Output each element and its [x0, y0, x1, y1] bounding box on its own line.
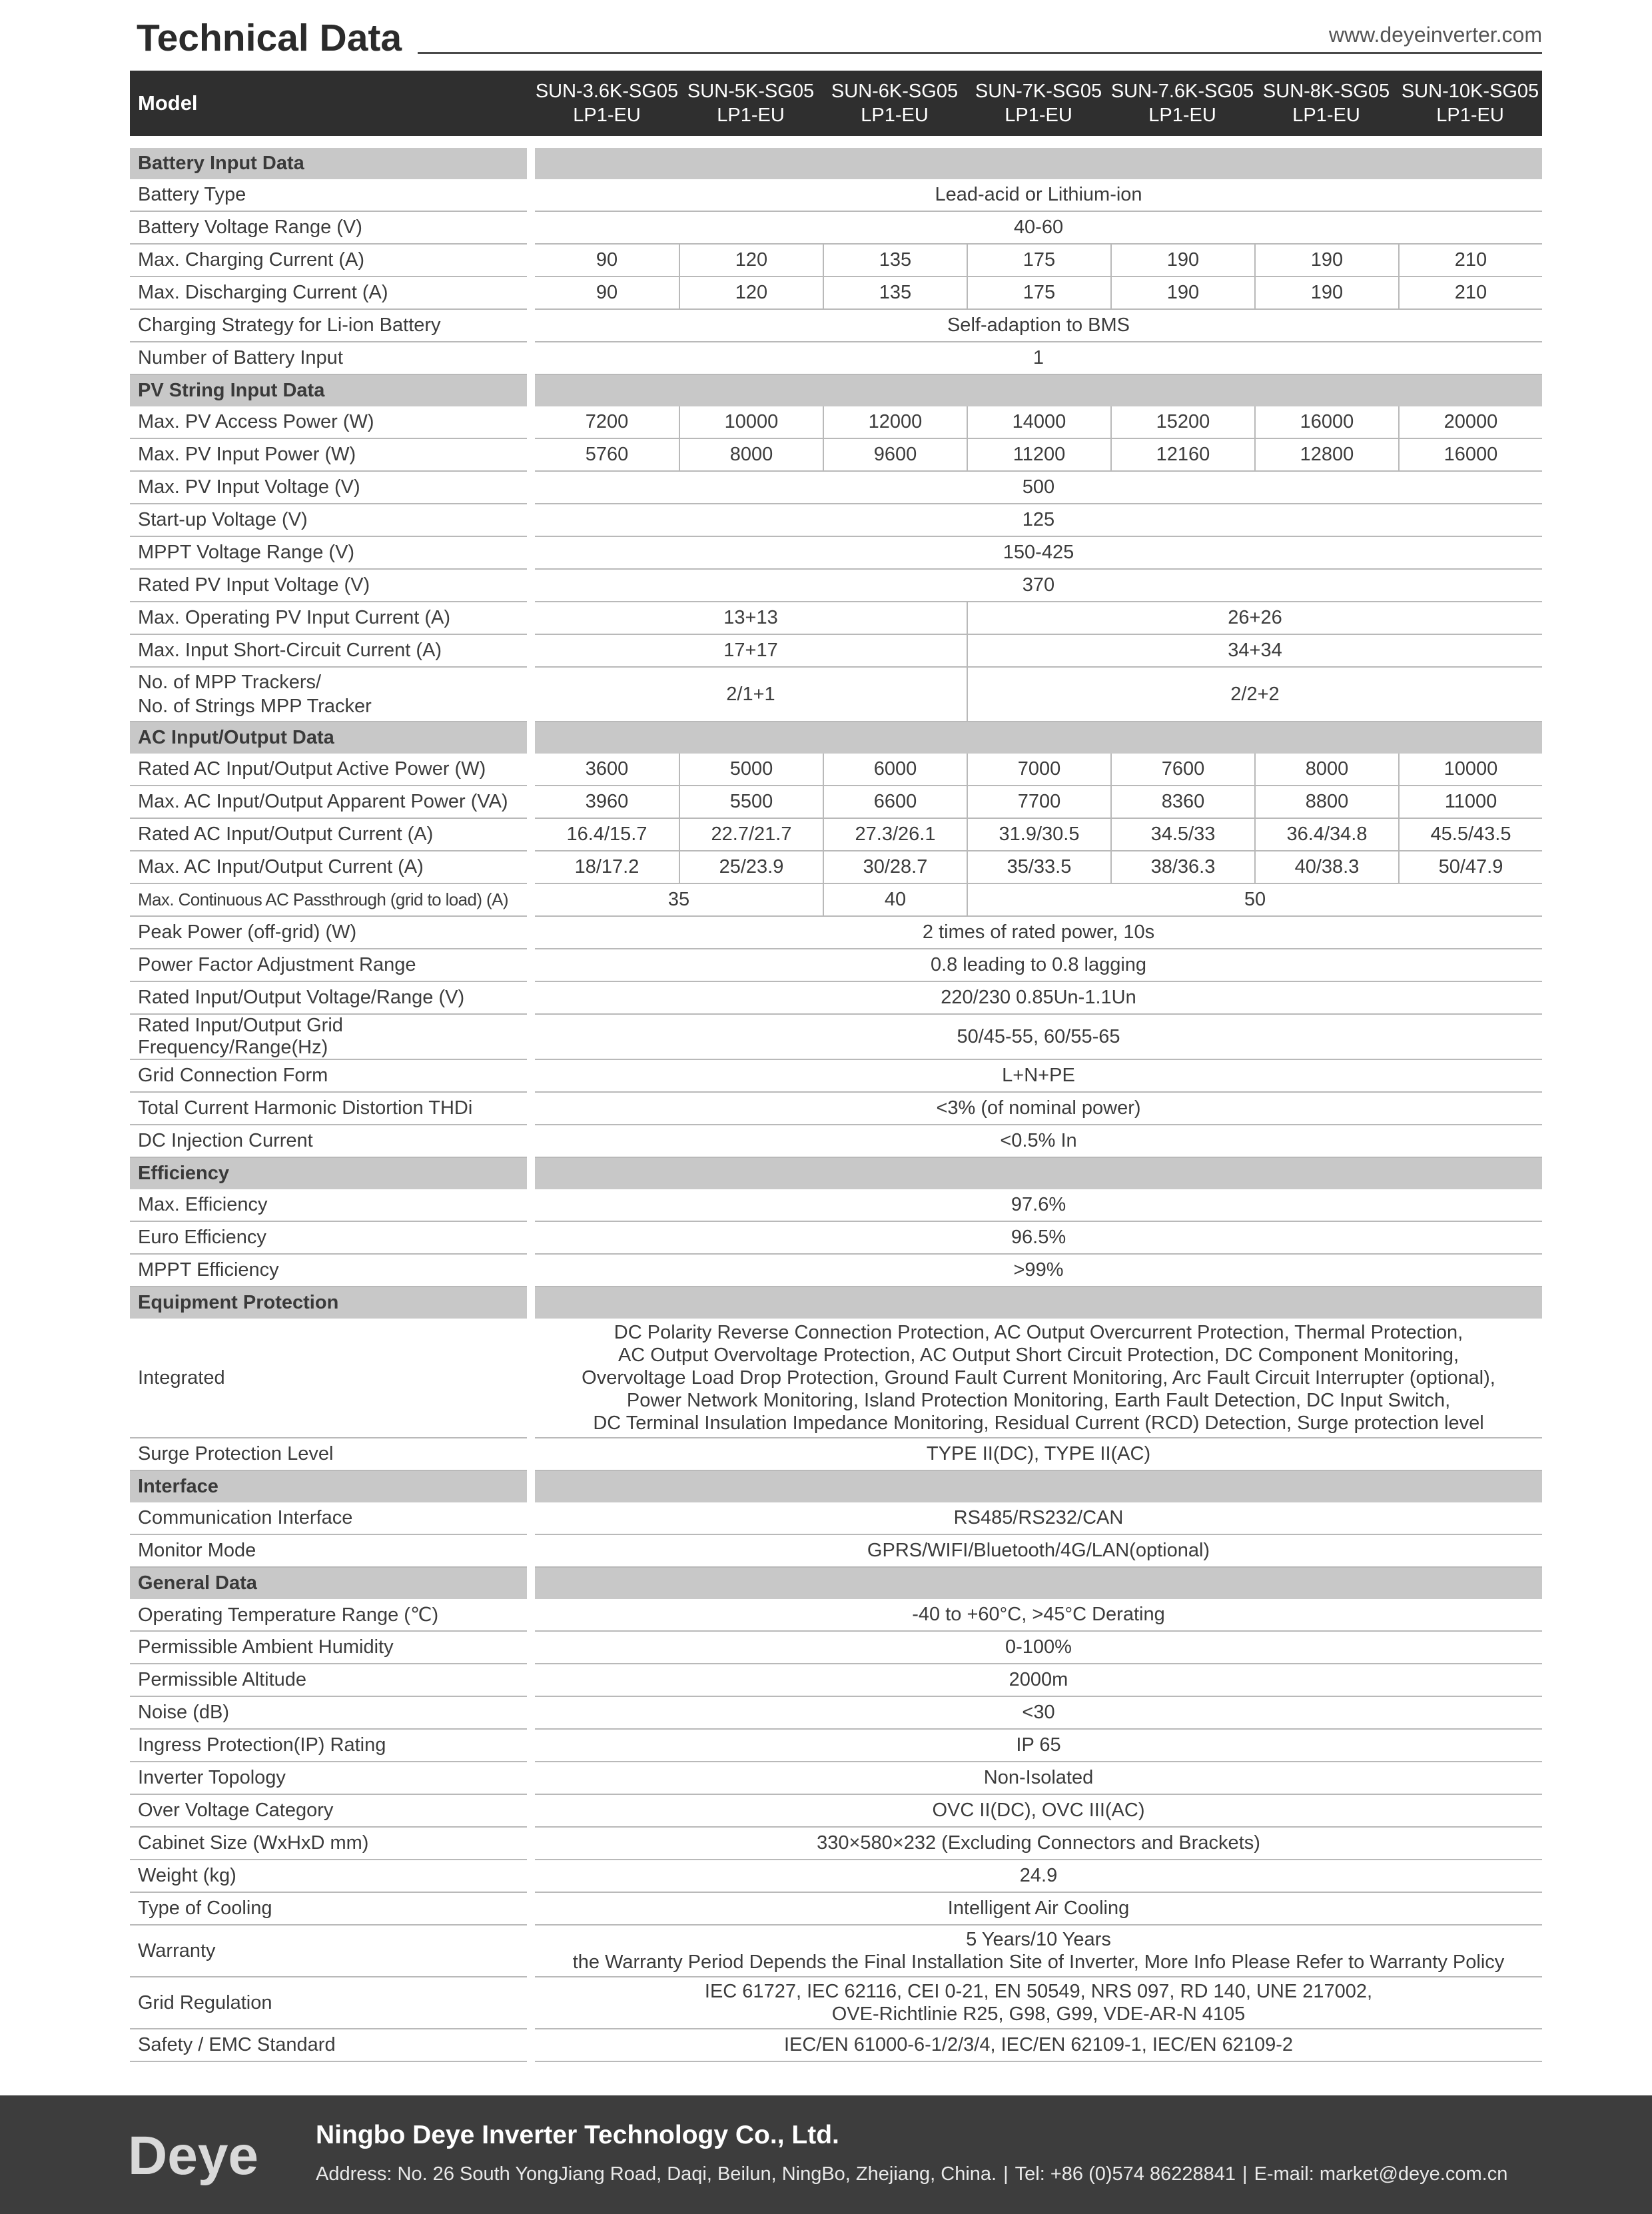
spec-row: [130, 277, 1542, 310]
spec-value: IEC/EN 61000-6-1/2/3/4, IEC/EN 62109-1, IEC/EN 62109-2: [535, 2029, 1542, 2062]
spec-row: [130, 1893, 1542, 1926]
spec-label: Max. Efficiency: [130, 1189, 527, 1222]
spec-value: 8360: [1110, 786, 1254, 819]
spec-value: 11200: [967, 439, 1110, 472]
spec-label: MPPT Voltage Range (V): [130, 537, 527, 570]
spec-label: MPPT Efficiency: [130, 1255, 527, 1287]
spec-value: 210: [1398, 245, 1542, 277]
spec-row: [130, 786, 1542, 819]
spec-value: -40 to +60°C, >45°C Derating: [535, 1599, 1542, 1632]
page-title: Technical Data: [137, 17, 402, 59]
spec-value: <3% (of nominal power): [535, 1093, 1542, 1125]
section-header-general-data: [130, 1568, 1542, 1599]
spec-value: 12000: [823, 406, 967, 439]
spec-row: [130, 1015, 1542, 1060]
spec-label: Over Voltage Category: [130, 1795, 527, 1828]
spec-value: 0-100%: [535, 1632, 1542, 1664]
spec-row: [130, 884, 1542, 917]
spec-value: RS485/RS232/CAN: [535, 1502, 1542, 1535]
spec-value: 7000: [967, 754, 1110, 786]
spec-value: 120: [679, 245, 823, 277]
spec-value: 38/36.3: [1110, 851, 1254, 884]
spec-value: 13+13: [535, 602, 967, 635]
spec-value: <0.5% In: [535, 1125, 1542, 1158]
section-header-pv-string-input-data: [130, 375, 1542, 406]
spec-value: 50: [967, 884, 1542, 917]
spec-row: [130, 1828, 1542, 1860]
spec-value: 175: [967, 277, 1110, 310]
spec-label: Rated PV Input Voltage (V): [130, 570, 527, 602]
header-rule: [418, 52, 1542, 54]
spec-row: [130, 245, 1542, 277]
spec-label: Max. Discharging Current (A): [130, 277, 527, 310]
spec-value: 96.5%: [535, 1222, 1542, 1255]
spec-value: 50/47.9: [1398, 851, 1542, 884]
spec-label: Grid Connection Form: [130, 1060, 527, 1093]
spec-value: 40: [823, 884, 967, 917]
spec-value: 16000: [1398, 439, 1542, 472]
spec-row: [130, 1599, 1542, 1632]
spec-value: IP 65: [535, 1730, 1542, 1762]
spec-row: [130, 1060, 1542, 1093]
spec-value: 45.5/43.5: [1398, 819, 1542, 851]
spec-value: 8000: [1254, 754, 1398, 786]
spec-row: [130, 1697, 1542, 1730]
spec-value: 2/2+2: [967, 668, 1542, 722]
spec-value: 31.9/30.5: [967, 819, 1110, 851]
spec-value: 34.5/33: [1110, 819, 1254, 851]
model-name: SUN-5K-SG05 LP1-EU: [679, 71, 823, 136]
spec-label: Max. Operating PV Input Current (A): [130, 602, 527, 635]
spec-value: 9600: [823, 439, 967, 472]
spec-label: Warranty: [130, 1926, 527, 1977]
spec-value: 190: [1110, 245, 1254, 277]
spec-value: 135: [823, 245, 967, 277]
section-title: Equipment Protection: [130, 1287, 527, 1319]
spec-value: 90: [535, 245, 679, 277]
spec-value: 5000: [679, 754, 823, 786]
spec-value: 30/28.7: [823, 851, 967, 884]
section-header-battery-input-data: [130, 148, 1542, 179]
spec-value: 190: [1110, 277, 1254, 310]
spec-label: Rated AC Input/Output Current (A): [130, 819, 527, 851]
spec-row: [130, 1632, 1542, 1664]
spec-row: [130, 1762, 1542, 1795]
spec-value: IEC 61727, IEC 62116, CEI 0-21, EN 50549, NRS 097, RD 140, UNE 217002, OVE-Richtlinie R25, G98, G99, VDE-AR-N 4105: [535, 1977, 1542, 2029]
spec-label: Max. PV Input Power (W): [130, 439, 527, 472]
model-name: SUN-6K-SG05 LP1-EU: [823, 71, 967, 136]
spec-label: Power Factor Adjustment Range: [130, 949, 527, 982]
spec-value: 3600: [535, 754, 679, 786]
spec-row: [130, 342, 1542, 375]
spec-label: Max. Charging Current (A): [130, 245, 527, 277]
spec-label: Rated Input/Output Grid Frequency/Range(Hz): [130, 1015, 527, 1060]
spec-value: Intelligent Air Cooling: [535, 1893, 1542, 1926]
spec-value: 2000m: [535, 1664, 1542, 1697]
spec-value: 20000: [1398, 406, 1542, 439]
spec-row: [130, 1730, 1542, 1762]
deye-logo: [127, 2122, 286, 2189]
company-phone: Tel: +86 (0)574 86228841: [1015, 2163, 1236, 2185]
spec-row: [130, 310, 1542, 342]
spec-label: Battery Type: [130, 179, 527, 212]
spec-value: 220/230 0.85Un-1.1Un: [535, 982, 1542, 1015]
spec-row: [130, 504, 1542, 537]
spec-row: [130, 1093, 1542, 1125]
spec-value: 24.9: [535, 1860, 1542, 1893]
spec-value: 7600: [1110, 754, 1254, 786]
spec-row: [130, 1926, 1542, 1977]
spec-label: Max. PV Access Power (W): [130, 406, 527, 439]
spec-value: 36.4/34.8: [1254, 819, 1398, 851]
spec-value: 10000: [679, 406, 823, 439]
spec-label: Max. Input Short-Circuit Current (A): [130, 635, 527, 668]
spec-value: 120: [679, 277, 823, 310]
svg-text:Deye: Deye: [128, 2125, 259, 2186]
spec-value: 97.6%: [535, 1189, 1542, 1222]
spec-row: [130, 1977, 1542, 2029]
company-address: Address: No. 26 South YongJiang Road, Daqi, Beilun, NingBo, Zhejiang, China.: [316, 2163, 997, 2185]
spec-value: OVC II(DC), OVC III(AC): [535, 1795, 1542, 1828]
section-header-efficiency: [130, 1158, 1542, 1189]
section-title: PV String Input Data: [130, 375, 527, 406]
spec-label: Peak Power (off-grid) (W): [130, 917, 527, 949]
model-name: SUN-3.6K-SG05 LP1-EU: [535, 71, 679, 136]
spec-row: [130, 949, 1542, 982]
website-link[interactable]: www.deyeinverter.com: [1328, 23, 1542, 47]
spec-value: 2 times of rated power, 10s: [535, 917, 1542, 949]
spec-value: 5 Years/10 Years the Warranty Period Depends the Final Installation Site of Inverter, More Info Please Refer to Warranty Policy: [535, 1926, 1542, 1977]
spec-row: [130, 602, 1542, 635]
spec-row: [130, 1502, 1542, 1535]
spec-row: [130, 1438, 1542, 1471]
spec-value: 18/17.2: [535, 851, 679, 884]
spec-label: Type of Cooling: [130, 1893, 527, 1926]
page-header: [130, 12, 1542, 65]
spec-label: Communication Interface: [130, 1502, 527, 1535]
spec-value: 26+26: [967, 602, 1542, 635]
spec-row: [130, 570, 1542, 602]
spec-value: 6000: [823, 754, 967, 786]
spec-row: [130, 982, 1542, 1015]
spec-value: 500: [535, 472, 1542, 504]
model-label: Model: [130, 71, 527, 136]
spec-row: [130, 851, 1542, 884]
spec-label: Number of Battery Input: [130, 342, 527, 375]
spec-value: 8800: [1254, 786, 1398, 819]
spec-value: 40/38.3: [1254, 851, 1398, 884]
spec-value: 22.7/21.7: [679, 819, 823, 851]
spec-label: Battery Voltage Range (V): [130, 212, 527, 245]
spec-label: Ingress Protection(IP) Rating: [130, 1730, 527, 1762]
spec-value: 8000: [679, 439, 823, 472]
spec-value: 190: [1254, 277, 1398, 310]
spec-row: [130, 1860, 1542, 1893]
spec-value: 6600: [823, 786, 967, 819]
spec-value: 14000: [967, 406, 1110, 439]
model-name: SUN-10K-SG05 LP1-EU: [1398, 71, 1542, 136]
spec-value: 3960: [535, 786, 679, 819]
spec-value: 1: [535, 342, 1542, 375]
spec-row: [130, 1664, 1542, 1697]
spec-row: [130, 1125, 1542, 1158]
spec-label: Max. AC Input/Output Apparent Power (VA): [130, 786, 527, 819]
spec-label: Rated AC Input/Output Active Power (W): [130, 754, 527, 786]
spec-value: 135: [823, 277, 967, 310]
spec-value: 50/45-55, 60/55-65: [535, 1015, 1542, 1060]
model-name: SUN-7.6K-SG05 LP1-EU: [1110, 71, 1254, 136]
spec-row: [130, 1189, 1542, 1222]
model-header-row: [130, 71, 1542, 136]
spec-value: 5500: [679, 786, 823, 819]
spec-label: Cabinet Size (WxHxD mm): [130, 1828, 527, 1860]
spec-row: [130, 2029, 1542, 2062]
spec-value: 90: [535, 277, 679, 310]
spec-label: Inverter Topology: [130, 1762, 527, 1795]
spec-label: Operating Temperature Range (℃): [130, 1599, 527, 1632]
spec-value: >99%: [535, 1255, 1542, 1287]
spec-label: No. of MPP Trackers/ No. of Strings MPP Tracker: [130, 668, 527, 722]
spec-value: 35/33.5: [967, 851, 1110, 884]
spec-label: Rated Input/Output Voltage/Range (V): [130, 982, 527, 1015]
spec-body: [130, 148, 1542, 2062]
spec-row: [130, 537, 1542, 570]
spec-value: 25/23.9: [679, 851, 823, 884]
spec-label: Max. Continuous AC Passthrough (grid to load) (A): [130, 884, 527, 917]
spec-row: [130, 917, 1542, 949]
page-footer: [0, 2095, 1652, 2214]
spec-row: [130, 212, 1542, 245]
section-title: Interface: [130, 1471, 527, 1502]
spec-row: [130, 179, 1542, 212]
spec-value: L+N+PE: [535, 1060, 1542, 1093]
spec-label: DC Injection Current: [130, 1125, 527, 1158]
spec-row: [130, 406, 1542, 439]
spec-value: Self-adaption to BMS: [535, 310, 1542, 342]
spec-row: [130, 1319, 1542, 1438]
spec-label: Grid Regulation: [130, 1977, 527, 2029]
spec-value: 10000: [1398, 754, 1542, 786]
spec-value: 175: [967, 245, 1110, 277]
spec-label: Monitor Mode: [130, 1535, 527, 1568]
spec-value: 5760: [535, 439, 679, 472]
company-name: Ningbo Deye Inverter Technology Co., Ltd.: [316, 2121, 839, 2149]
company-contact: Address: No. 26 South YongJiang Road, Daqi, Beilun, NingBo, Zhejiang, China. | Tel: +86 (0)574 86228841 | E-mail: market@deye.com.cn: [316, 2163, 1508, 2185]
spec-row: [130, 472, 1542, 504]
technical-data-table: [130, 71, 1542, 2062]
spec-label: Euro Efficiency: [130, 1222, 527, 1255]
spec-row: [130, 1255, 1542, 1287]
section-title: General Data: [130, 1568, 527, 1599]
section-header-equipment-protection: [130, 1287, 1542, 1319]
spec-label: Integrated: [130, 1319, 527, 1438]
spec-value: 16.4/15.7: [535, 819, 679, 851]
section-title: Efficiency: [130, 1158, 527, 1189]
spec-value: 125: [535, 504, 1542, 537]
spec-value: GPRS/WIFI/Bluetooth/4G/LAN(optional): [535, 1535, 1542, 1568]
spec-label: Start-up Voltage (V): [130, 504, 527, 537]
spec-value: 2/1+1: [535, 668, 967, 722]
spec-value: 34+34: [967, 635, 1542, 668]
model-name: SUN-8K-SG05 LP1-EU: [1254, 71, 1398, 136]
section-header-interface: [130, 1471, 1542, 1502]
spec-value: 12160: [1110, 439, 1254, 472]
spec-label: Weight (kg): [130, 1860, 527, 1893]
spec-label: Permissible Altitude: [130, 1664, 527, 1697]
spec-value: DC Polarity Reverse Connection Protection, AC Output Overcurrent Protection, Thermal Protection, AC Output Overvoltage Protection, AC Output Short Circuit Protection, DC Component Monitoring, Overvoltage Load Drop Protection, Ground Fault Current Monitoring, Arc Fault Circuit Interrupter (optional), Power Network Monitoring, Island Protection Monitoring, Earth Fault Detection, DC Input Switch, DC Terminal Insulation Impedance Monitoring, Residual Current (RCD) Detection, Surge protection level: [535, 1319, 1542, 1438]
spec-value: 190: [1254, 245, 1398, 277]
spec-value: 40-60: [535, 212, 1542, 245]
spec-row: [130, 668, 1542, 722]
spec-value: 35: [535, 884, 823, 917]
spec-value: 7700: [967, 786, 1110, 819]
spec-value: Non-Isolated: [535, 1762, 1542, 1795]
spec-value: 16000: [1254, 406, 1398, 439]
spec-label: Max. PV Input Voltage (V): [130, 472, 527, 504]
spec-label: Total Current Harmonic Distortion THDi: [130, 1093, 527, 1125]
company-email[interactable]: E-mail: market@deye.com.cn: [1254, 2163, 1508, 2185]
spec-value: 150-425: [535, 537, 1542, 570]
spec-label: Noise (dB): [130, 1697, 527, 1730]
section-header-ac-input-output-data: [130, 722, 1542, 754]
spec-label: Permissible Ambient Humidity: [130, 1632, 527, 1664]
spec-value: 7200: [535, 406, 679, 439]
spec-value: 27.3/26.1: [823, 819, 967, 851]
spec-value: 370: [535, 570, 1542, 602]
spec-value: 11000: [1398, 786, 1542, 819]
model-name: SUN-7K-SG05 LP1-EU: [967, 71, 1110, 136]
spec-value: 330×580×232 (Excluding Connectors and Brackets): [535, 1828, 1542, 1860]
spec-row: [130, 819, 1542, 851]
spec-label: Safety / EMC Standard: [130, 2029, 527, 2062]
section-title: Battery Input Data: [130, 148, 527, 179]
spec-value: <30: [535, 1697, 1542, 1730]
spec-row: [130, 635, 1542, 668]
spec-label: Max. AC Input/Output Current (A): [130, 851, 527, 884]
spec-row: [130, 1535, 1542, 1568]
section-title: AC Input/Output Data: [130, 722, 527, 754]
spec-row: [130, 754, 1542, 786]
spec-value: 0.8 leading to 0.8 lagging: [535, 949, 1542, 982]
spec-value: 12800: [1254, 439, 1398, 472]
spec-row: [130, 1222, 1542, 1255]
spec-label: Surge Protection Level: [130, 1438, 527, 1471]
spec-label: Charging Strategy for Li-ion Battery: [130, 310, 527, 342]
spec-value: 210: [1398, 277, 1542, 310]
spec-value: 15200: [1110, 406, 1254, 439]
spec-row: [130, 439, 1542, 472]
spec-value: Lead-acid or Lithium-ion: [535, 179, 1542, 212]
spec-value: 17+17: [535, 635, 967, 668]
spec-value: TYPE II(DC), TYPE II(AC): [535, 1438, 1542, 1471]
spec-row: [130, 1795, 1542, 1828]
